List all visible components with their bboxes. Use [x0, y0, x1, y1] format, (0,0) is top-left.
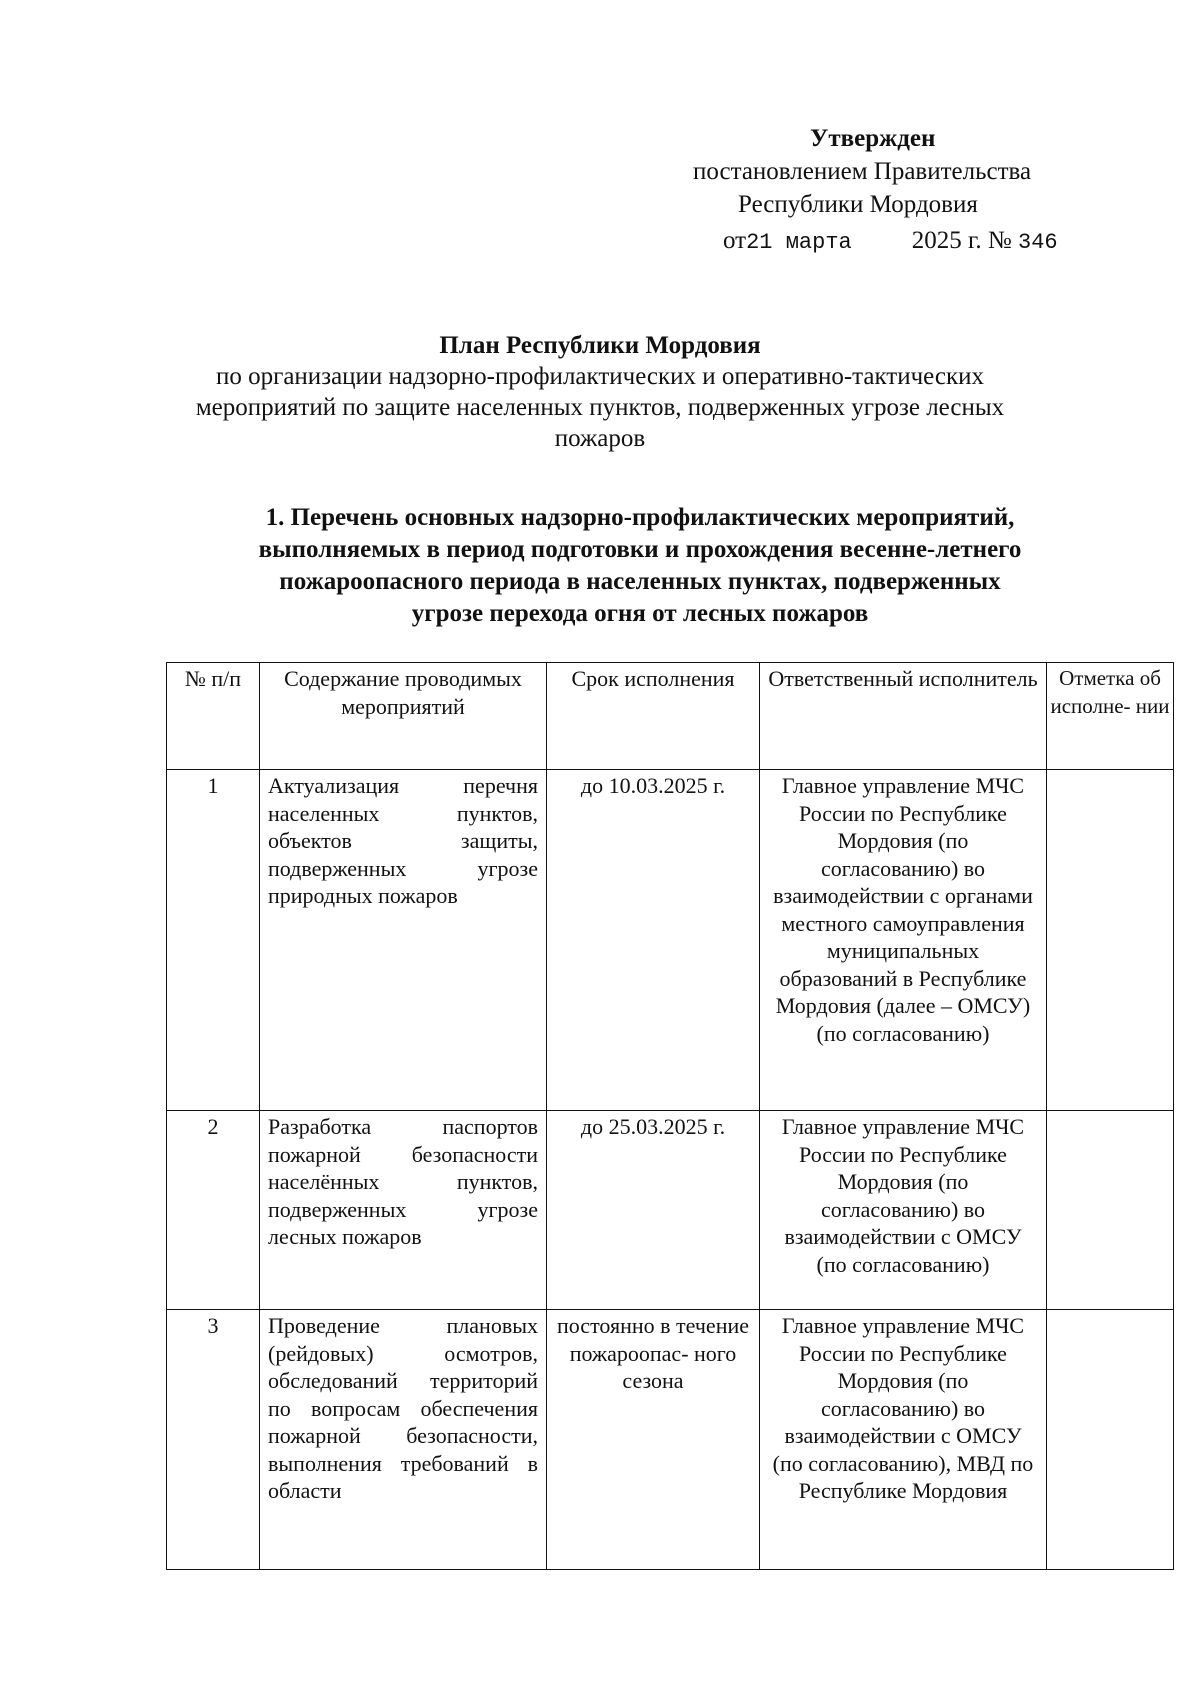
approval-date: 21 марта — [746, 230, 852, 255]
row-num: 3 — [167, 1310, 260, 1570]
row-mark — [1047, 1111, 1174, 1310]
table-row — [167, 770, 1174, 1111]
section-line-3: пожароопасного периода в населенных пунктах, подверженных — [279, 568, 1001, 595]
row-responsible: Главное управление МЧС России по Республике Мордовия (по согласованию) во взаимодействии с ОМСУ (по согласованию), МВД по Республике Мордовия — [760, 1310, 1047, 1570]
header-num: № п/п — [167, 663, 260, 770]
plan-subtitle-line-3: пожаров — [554, 425, 646, 452]
table-row — [167, 1111, 1174, 1310]
row-num: 1 — [167, 770, 260, 1111]
section-line-2: выполняемых в период подготовки и прохождения весенне-летнего — [258, 536, 1022, 563]
plan-title: План Республики Мордовия — [439, 332, 761, 359]
plan-subtitle-line-1: по организации надзорно-профилактических и оперативно-тактических — [215, 363, 985, 390]
plan-subtitle-line-2: мероприятий по защите населенных пунктов, подверженных угрозе лесных — [195, 394, 1005, 421]
row-responsible: Главное управление МЧС России по Республике Мордовия (по согласованию) во взаимодействии с ОМСУ (по согласованию) — [760, 1111, 1047, 1310]
section-line-4: угрозе перехода огня от лесных пожаров — [411, 600, 869, 627]
approval-line-2: Республики Мордовия — [738, 191, 978, 218]
table-header-row — [167, 663, 1174, 770]
row-deadline: постоянно в течение пожароопас- ного сезона — [547, 1310, 760, 1570]
row-deadline: до 10.03.2025 г. — [547, 770, 760, 1111]
approval-year: 2025 г. № — [911, 227, 1012, 254]
approval-line-1: постановлением Правительства — [693, 158, 1032, 185]
measures-table — [166, 662, 1174, 1570]
approval-number: 346 — [1018, 230, 1058, 255]
row-content: Разработка паспортов пожарной безопасности населённых пунктов, подверженных угрозе лесных пожаров — [260, 1111, 547, 1310]
approval-date-prefix: от — [723, 227, 747, 254]
section-heading — [150, 502, 1130, 630]
row-content: Проведение плановых (рейдовых) осмотров, обследований территорий по вопросам обеспечения пожарной безопасности, выполнения требований в области — [260, 1310, 547, 1570]
row-mark — [1047, 770, 1174, 1111]
row-mark — [1047, 1310, 1174, 1570]
approval-date-line — [723, 224, 1058, 259]
section-line-1: 1. Перечень основных надзорно-профилактических мероприятий, — [265, 504, 1015, 531]
row-content: Актуализация перечня населенных пунктов, объектов защиты, подверженных угрозе природных пожаров — [260, 770, 547, 1111]
table-row — [167, 1310, 1174, 1570]
header-deadline: Срок исполнения — [547, 663, 760, 770]
row-deadline: до 25.03.2025 г. — [547, 1111, 760, 1310]
header-content: Содержание проводимых мероприятий — [260, 663, 547, 770]
row-responsible: Главное управление МЧС России по Республике Мордовия (по согласованию) во взаимодействии с органами местного самоуправления муниципальных образований в Республике Мордовия (далее – ОМСУ) (по согласованию) — [760, 770, 1047, 1111]
plan-heading — [150, 330, 1050, 454]
header-responsible: Ответственный исполнитель — [760, 663, 1047, 770]
row-num: 2 — [167, 1111, 260, 1310]
approval-title: Утвержден — [810, 125, 936, 152]
header-mark: Отметка об исполне- нии — [1047, 663, 1174, 770]
